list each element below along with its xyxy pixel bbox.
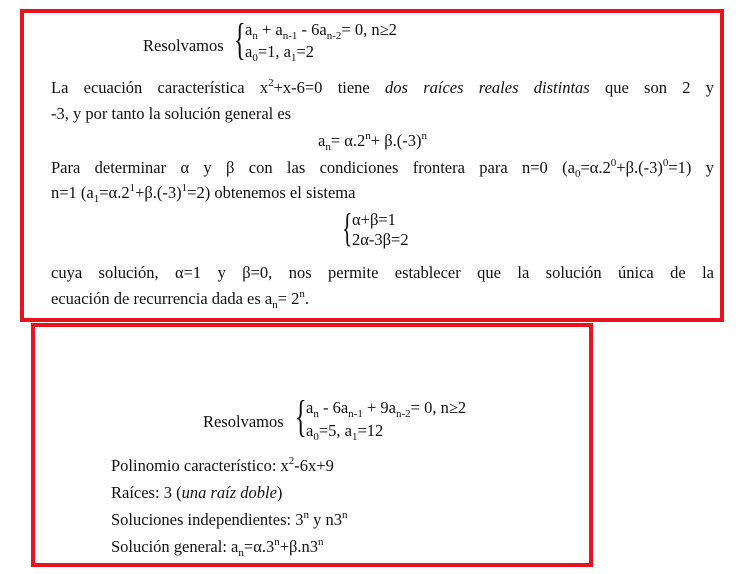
block1-para2-line2: n=1 $(a_1=\alpha.2^1+\beta.(-3)^1=2)$ obtenemos el sistema: [51, 182, 356, 205]
block1-system-line2: $a_0=1$, $a_1=2$: [245, 42, 315, 64]
block1-para3-line1: cuya solución, α=1 y β=0, nos permite establecer que la solución única de la: [51, 263, 714, 282]
block2-roots: Raíces: 3 (una raíz doble): [111, 483, 283, 502]
block1-system-brace: {: [234, 15, 246, 64]
block1-system2-brace: {: [342, 205, 353, 250]
block1-system-line1: $a_n + a_{n-1} - 6a_{n-2}= 0$, n≥2: [245, 20, 397, 42]
block1-system2-line2: 2α-3β=2: [352, 230, 409, 249]
block2-independent-solutions: Soluciones independientes: 3$^n$ y n3$^n$: [111, 509, 348, 529]
block1-para2-line1: Para determinar α y β con las condiciones frontera para n=0 $(a_0=\alpha.2^0+\beta.(-3)^0=1)$ y: [51, 157, 714, 180]
block2-general-solution: Solución general: $a_n=\alpha.3^n+\beta.n3^n$: [111, 536, 324, 559]
block2-system-line1: $a_n - 6a_{n-1} + 9a_{n-2}= 0$, n≥2: [306, 398, 467, 420]
block2-system-line2: $a_0=5$, $a_1=12$: [306, 421, 384, 443]
block1-para1-line2: -3, y por tanto la solución general es: [51, 104, 292, 123]
block2-heading: Resolvamos: [203, 412, 284, 431]
block2-system-brace: {: [295, 392, 307, 441]
block1-para1-line1: La ecuación característica $x^2+x-6=0$ tiene dos raíces reales distintas que son 2 y: [51, 77, 714, 97]
block2-characteristic-polynomial: Polinomio característico: $x^2-6x+9$: [111, 455, 334, 475]
solution-box-2: [31, 323, 593, 567]
block1-system2-line1: α+β=1: [352, 210, 396, 229]
block1-general-solution: $a_n= \alpha.2^n+ \beta.(-3)^n$: [318, 130, 427, 153]
block1-heading: Resolvamos: [143, 36, 224, 55]
block1-para3-line2: ecuación de recurrencia dada es $a_n= 2^n$.: [51, 288, 310, 311]
